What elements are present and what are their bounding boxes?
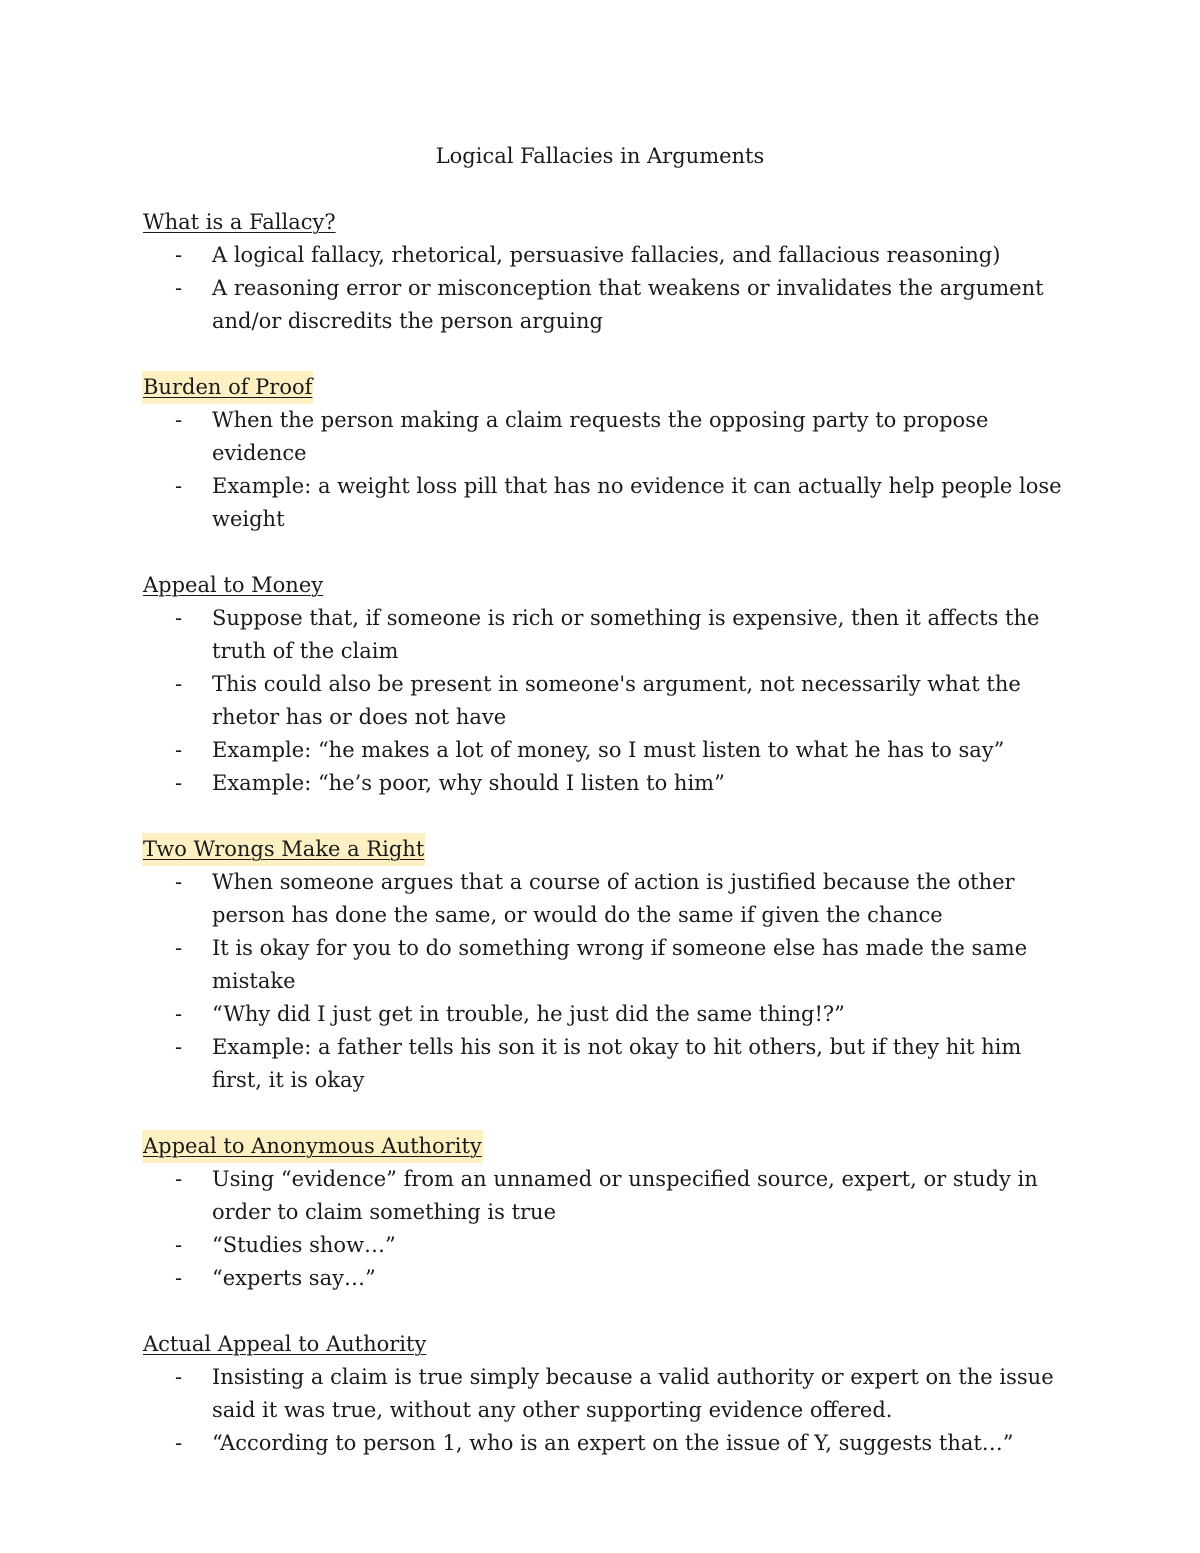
section-heading: Appeal to Anonymous Authority [142, 1130, 483, 1163]
list-item-text: This could also be present in someone's argument, not necessarily what the rhetor has or does not have [212, 672, 1021, 729]
list-item-text: Example: “he makes a lot of money, so I must listen to what he has to say” [212, 738, 1005, 762]
list-item [142, 932, 1072, 998]
list-item [142, 1229, 1072, 1262]
section-heading: Two Wrongs Make a Right [142, 833, 425, 866]
section-actual-appeal-to-authority [142, 1328, 1072, 1460]
bullet-list [142, 602, 1072, 800]
list-item-text: Example: “he’s poor, why should I listen to him” [212, 771, 725, 795]
list-item-text: A reasoning error or misconception that weakens or invalidates the argument and/or discredits the person arguing [212, 276, 1044, 333]
list-item [142, 602, 1072, 668]
bullet-list [142, 239, 1072, 338]
list-item [142, 239, 1072, 272]
dash-bullet-icon: - [175, 474, 183, 498]
list-item [142, 470, 1072, 536]
list-item [142, 1262, 1072, 1295]
dash-bullet-icon: - [175, 1233, 183, 1257]
list-item [142, 1427, 1072, 1460]
dash-bullet-icon: - [175, 936, 183, 960]
dash-bullet-icon: - [175, 1266, 183, 1290]
dash-bullet-icon: - [175, 738, 183, 762]
list-item [142, 1163, 1072, 1229]
dash-bullet-icon: - [175, 1002, 183, 1026]
document-title: Logical Fallacies in Arguments [435, 144, 765, 168]
bullet-list [142, 404, 1072, 536]
list-item-text: Example: a father tells his son it is not okay to hit others, but if they hit him first, it is okay [212, 1035, 1022, 1092]
section-two-wrongs-make-a-right [142, 833, 1072, 1097]
list-item-text: It is okay for you to do something wrong if someone else has made the same mistake [212, 936, 1028, 993]
section-appeal-to-money [142, 569, 1072, 800]
list-item [142, 767, 1072, 800]
list-item [142, 668, 1072, 734]
dash-bullet-icon: - [175, 1431, 183, 1455]
list-item [142, 1361, 1072, 1427]
list-item-text: A logical fallacy, rhetorical, persuasive fallacies, and fallacious reasoning) [212, 243, 1001, 267]
bullet-list [142, 1163, 1072, 1295]
dash-bullet-icon: - [175, 771, 183, 795]
list-item [142, 272, 1072, 338]
dash-bullet-icon: - [175, 1167, 183, 1191]
bullet-list [142, 1361, 1072, 1460]
list-item-text: When the person making a claim requests the opposing party to propose evidence [212, 408, 989, 465]
dash-bullet-icon: - [175, 672, 183, 696]
list-item-text: When someone argues that a course of action is justified because the other person has done the same, or would do the same if given the chance [212, 870, 1015, 927]
list-item-text: “Studies show…” [212, 1233, 396, 1257]
section-heading: Burden of Proof [142, 371, 313, 404]
dash-bullet-icon: - [175, 606, 183, 630]
list-item [142, 998, 1072, 1031]
dash-bullet-icon: - [175, 1035, 183, 1059]
dash-bullet-icon: - [175, 870, 183, 894]
list-item-text: Using “evidence” from an unnamed or unspecified source, expert, or study in order to claim something is true [212, 1167, 1038, 1224]
dash-bullet-icon: - [175, 243, 183, 267]
section-appeal-to-anonymous-authority [142, 1130, 1072, 1295]
document-body [142, 206, 1072, 1493]
section-heading: Appeal to Money [143, 573, 324, 597]
list-item [142, 734, 1072, 767]
list-item [142, 404, 1072, 470]
list-item-text: “experts say…” [212, 1266, 376, 1290]
list-item-text: “Why did I just get in trouble, he just did the same thing!?” [212, 1002, 845, 1026]
section-burden-of-proof [142, 371, 1072, 536]
list-item-text: Suppose that, if someone is rich or something is expensive, then it affects the truth of the claim [212, 606, 1040, 663]
list-item-text: “According to person 1, who is an expert on the issue of Y, suggests that…” [212, 1431, 1014, 1455]
list-item-text: Insisting a claim is true simply because a valid authority or expert on the issue said it was true, without any other supporting evidence offered. [212, 1365, 1054, 1422]
list-item [142, 1031, 1072, 1097]
dash-bullet-icon: - [175, 408, 183, 432]
bullet-list [142, 866, 1072, 1097]
dash-bullet-icon: - [175, 276, 183, 300]
section-heading: Actual Appeal to Authority [143, 1332, 427, 1356]
section-heading: What is a Fallacy? [143, 210, 336, 234]
section-what-is-a-fallacy [142, 206, 1072, 338]
list-item-text: Example: a weight loss pill that has no evidence it can actually help people lose weight [212, 474, 1062, 531]
list-item [142, 866, 1072, 932]
dash-bullet-icon: - [175, 1365, 183, 1389]
